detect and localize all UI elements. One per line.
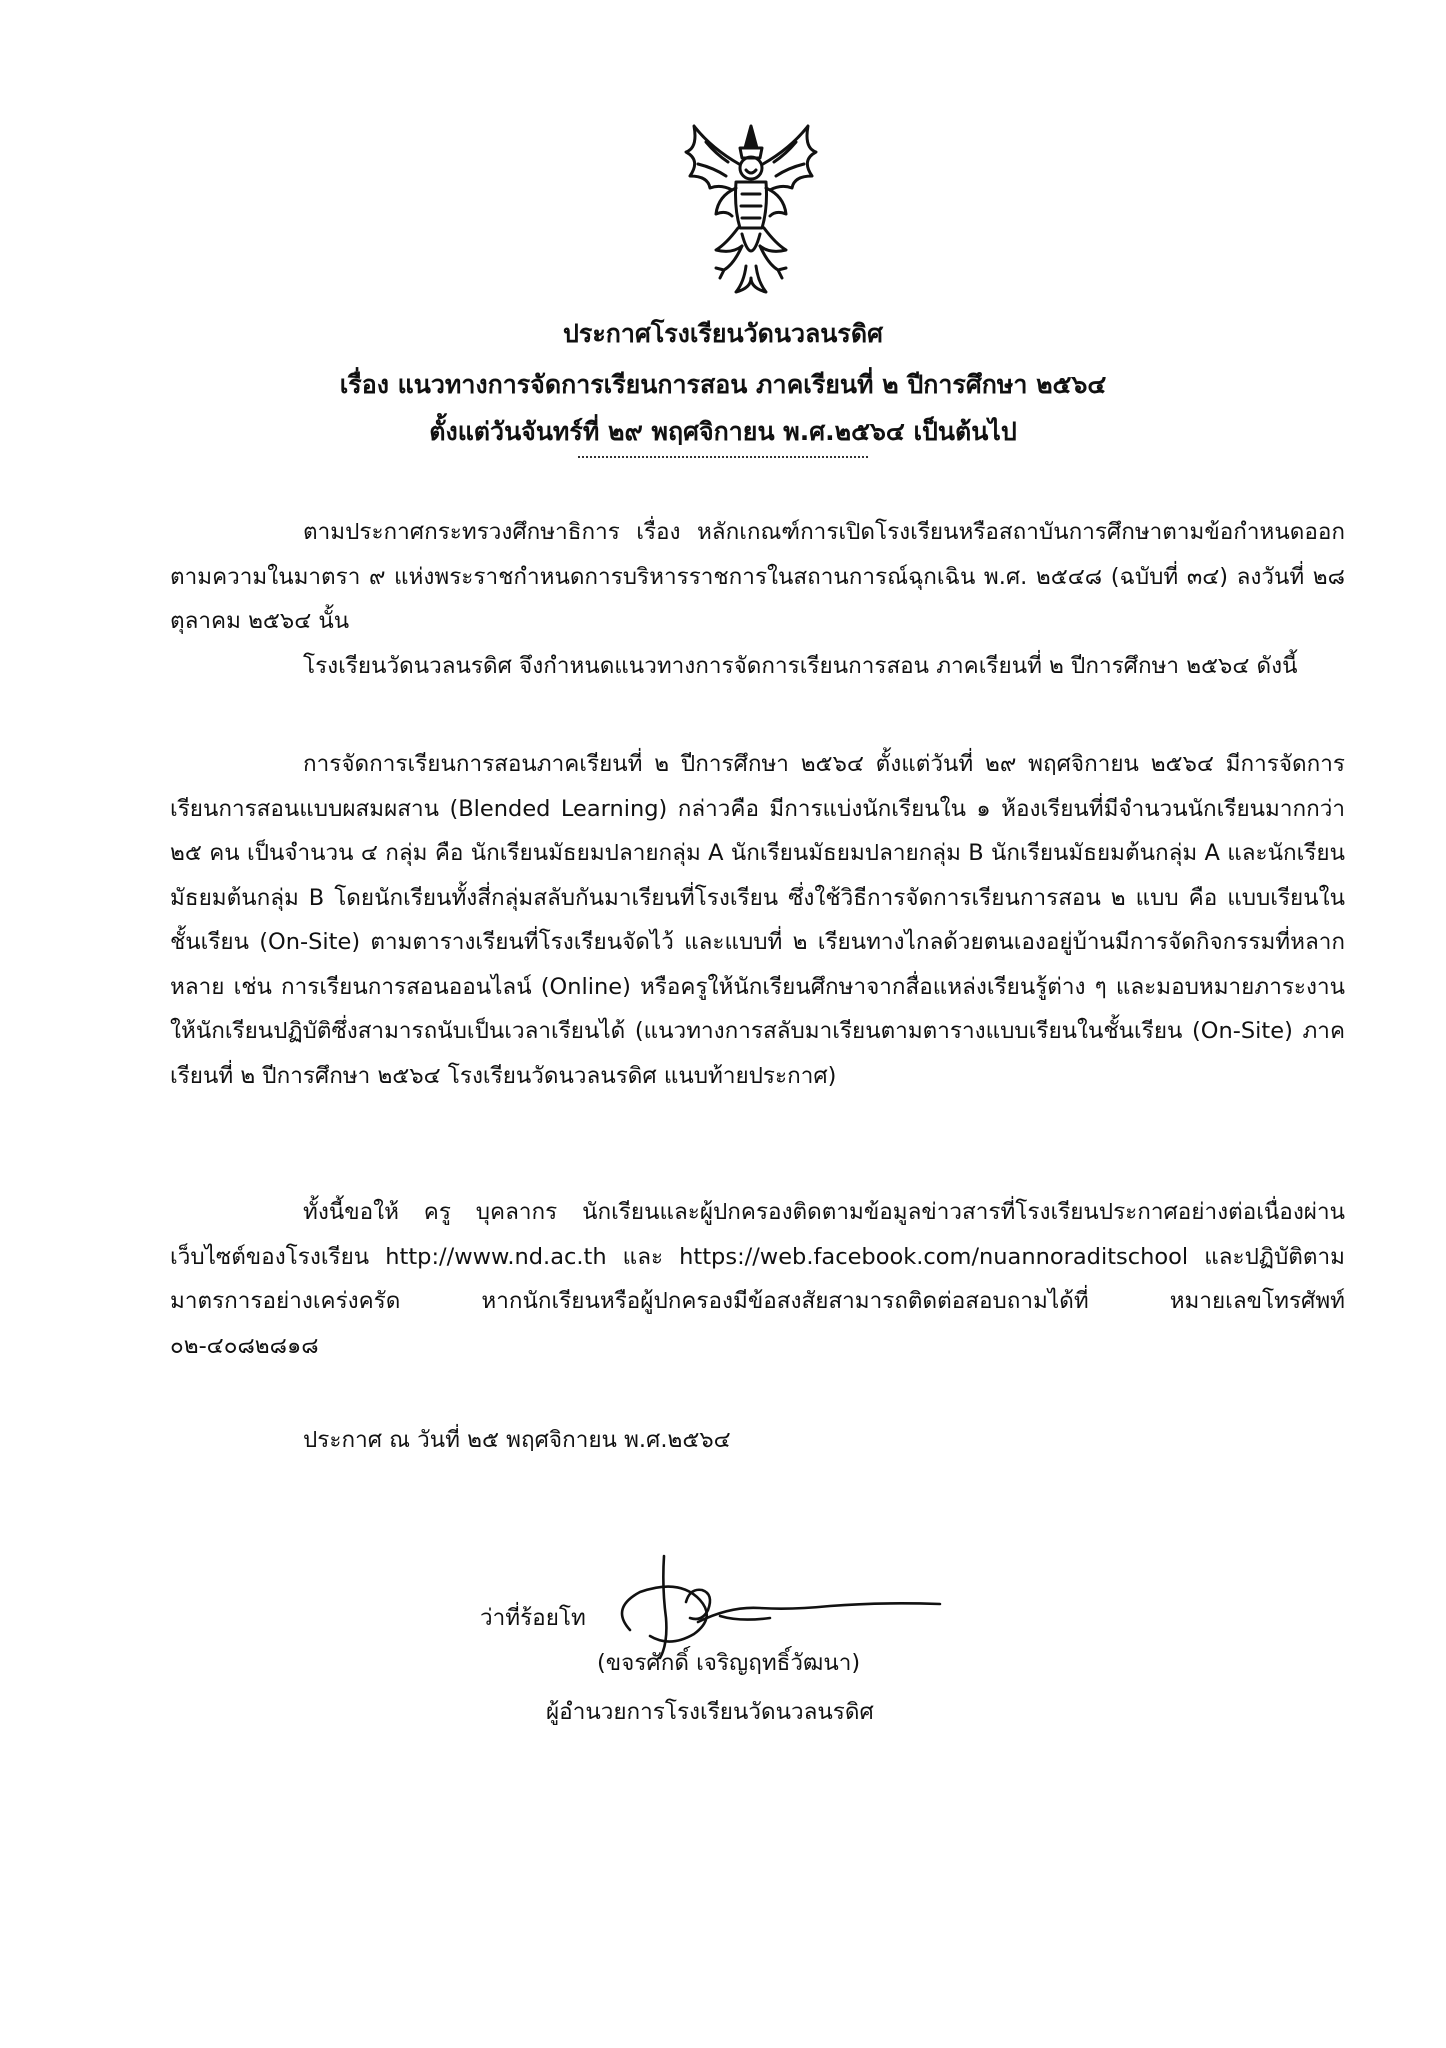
announcement-date: ประกาศ ณ วันที่ ๒๕ พฤศจิกายน พ.ศ.๒๕๖๔ [303,1427,731,1453]
heading-separator [578,456,868,458]
paragraph-school-guideline: โรงเรียนวัดนวลนรดิศ จึงกำหนดแนวทางการจัดการเรียนการสอน ภาคเรียนที่ ๒ ปีการศึกษา ๒๕๖๔ ดังนี้ [303,653,1298,679]
paragraph-contact: ทั้งนี้ขอให้ ครู บุคลากร นักเรียนและผู้ปกครองติดตามข้อมูลข่าวสารที่โรงเรียนประกาศอย่างต่อเนื่องผ่านเว็บไซต์ของโรงเรียน http://www.nd.ac.th และ https://web.facebook.com/nuannoraditschool และปฏิบัติตามมาตรการอย่างเคร่งครัด หากนักเรียนหรือผู้ปกครองมีข้อสงสัยสามารถติดต่อสอบถามได้ที่ หมายเลขโทรศัพท์ ๐๒-๔๐๘๒๘๑๘ [170,1199,1345,1359]
signer-rank: ว่าที่ร้อยโท [480,1605,586,1631]
paragraph-blended-learning: การจัดการเรียนการสอนภาคเรียนที่ ๒ ปีการศึกษา ๒๕๖๔ ตั้งแต่วันที่ ๒๙ พฤศจิกายน ๒๕๖๔ มีการจัดการเรียนการสอนแบบผสมผสาน (Blended Learning) กล่าวคือ มีการแบ่งนักเรียนใน ๑ ห้องเรียนที่มีจำนวนนักเรียนมากกว่า ๒๕ คน เป็นจำนวน ๔ กลุ่ม คือ นักเรียนมัธยมปลายกลุ่ม A นักเรียนมัธยมปลายกลุ่ม B นักเรียนมัธยมต้นกลุ่ม A และนักเรียนมัธยมต้นกลุ่ม B โดยนักเรียนทั้งสี่กลุ่มสลับกันมาเรียนที่โรงเรียน ซึ่งใช้วิธีการจัดการเรียนการสอน ๒ แบบ คือ แบบเรียนในชั้นเรียน (On-Site) ตามตารางเรียนที่โรงเรียนจัดไว้ และแบบที่ ๒ เรียนทางไกลด้วยตนเองอยู่บ้านมีการจัดกิจกรรมที่หลากหลาย เช่น การเรียนการสอนออนไลน์ (Online) หรือครูให้นักเรียนศึกษาจากสื่อแหล่งเรียนรู้ต่าง ๆ และมอบหมายภาระงานให้นักเรียนปฏิบัติซึ่งสามารถนับเป็นเวลาเรียนได้ (แนวทางการสลับมาเรียนตามตารางแบบเรียนในชั้นเรียน (On-Site) ภาคเรียนที่ ๒ ปีการศึกษา ๒๕๖๔ โรงเรียนวัดนวลนรดิศ แนบท้ายประกาศ) [170,751,1345,1089]
signer-title: ผู้อำนวยการโรงเรียนวัดนวลนรดิศ [546,1699,874,1725]
paragraph-reference: ตามประกาศกระทรวงศึกษาธิการ เรื่อง หลักเกณฑ์การเปิดโรงเรียนหรือสถาบันการศึกษาตามข้อกำหนดออกตามความในมาตรา ๙ แห่งพระราชกำหนดการบริหารราชการในสถานการณ์ฉุกเฉิน พ.ศ. ๒๕๔๘ (ฉบับที่ ๓๔) ลงวันที่ ๒๘ ตุลาคม ๒๕๖๔ นั้น [170,519,1345,634]
announcement-effective-date: ตั้งแต่วันจันทร์ที่ ๒๙ พฤศจิกายน พ.ศ.๒๕๖๔ เป็นต้นไป [429,417,1017,446]
signer-name: (ขจรศักดิ์ เจริญฤทธิ์วัฒนา) [597,1650,861,1676]
announcement-title: ประกาศโรงเรียนวัดนวลนรดิศ [563,319,883,348]
garuda-emblem-icon [676,118,826,298]
announcement-subject: เรื่อง แนวทางการจัดการเรียนการสอน ภาคเรียนที่ ๒ ปีการศึกษา ๒๕๖๔ [339,370,1107,399]
